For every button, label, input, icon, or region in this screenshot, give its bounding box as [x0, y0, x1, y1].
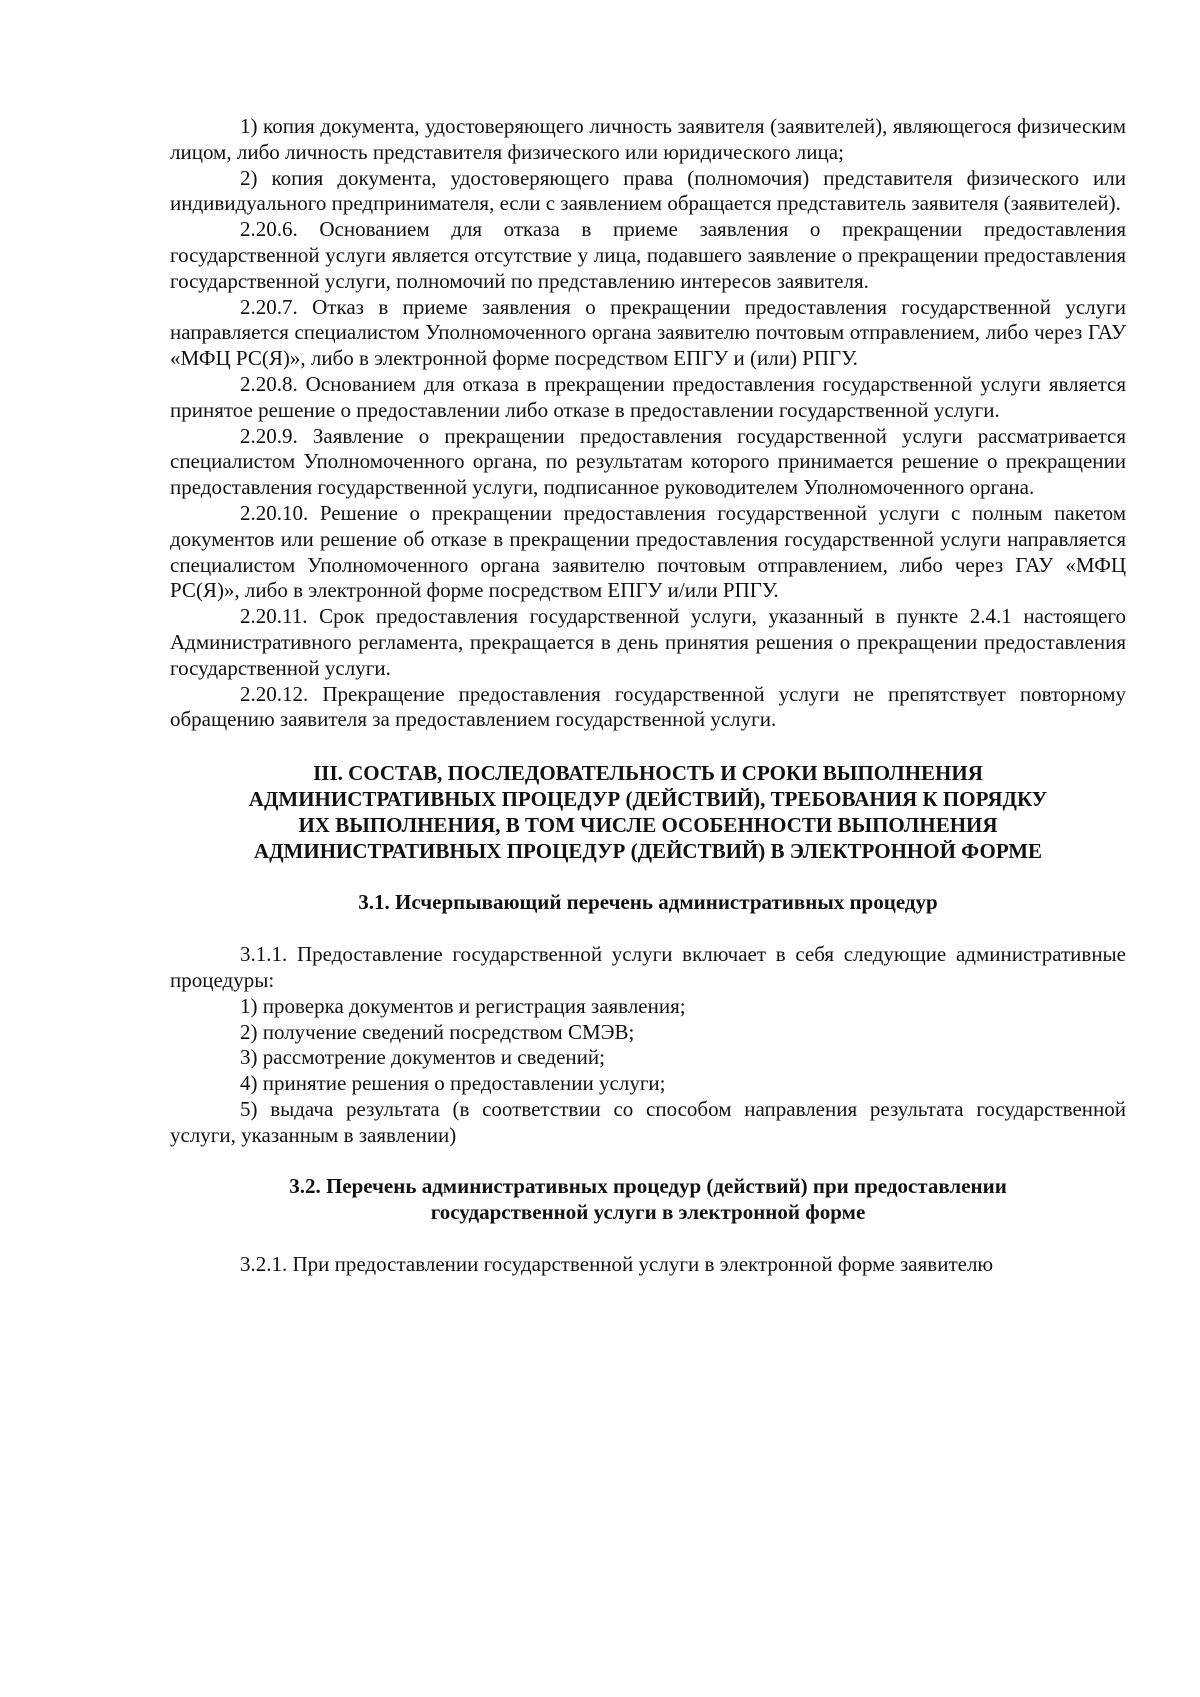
- paragraph-2-20-11: 2.20.11. Срок предоставления государственной услуги, указанный в пункте 2.4.1 настоящего Административного регламента, прекращается в день принятия решения о прекращении предоставления государственной услуги.: [170, 604, 1126, 680]
- list-item-procedure-3: 3) рассмотрение документов и сведений;: [240, 1045, 605, 1070]
- paragraph-2-20-9: 2.20.9. Заявление о прекращении предоставления государственной услуги рассматривается специалистом Уполномоченного органа, по результатам которого принимается решение о прекращении предоставления государственной услуги, подписанное руководителем Уполномоченного органа.: [170, 423, 1126, 500]
- subheading-3-2-line-1: 3.2. Перечень административных процедур (действий) при предоставлении: [289, 1174, 1007, 1199]
- subheading-3-2: [170, 1174, 1126, 1226]
- subheading-3-1: 3.1. Исчерпывающий перечень административных процедур: [358, 890, 938, 915]
- paragraph-2-20-10: 2.20.10. Решение о прекращении предоставления государственной услуги с полным пакетом документов или решение об отказе в прекращении предоставления государственной услуги направляется специалистом Уполномоченного органа заявителю почтовым отправлением, либо через ГАУ «МФЦ РС(Я)», либо в электронной форме посредством ЕПГУ и/или РПГУ.: [170, 500, 1126, 603]
- section-heading-line-2: АДМИНИСТРАТИВНЫХ ПРОЦЕДУР (ДЕЙСТВИЙ), ТРЕБОВАНИЯ К ПОРЯДКУ: [248, 786, 1048, 811]
- list-item-procedure-5: 5) выдача результата (в соответствии со способом направления результата государственной услуги, указанным в заявлении): [170, 1096, 1126, 1147]
- list-item-procedure-2: 2) получение сведений посредством СМЭВ;: [240, 1019, 635, 1044]
- paragraph-3-2-1: 3.2.1. При предоставлении государственной услуги в электронной форме заявителю: [240, 1252, 994, 1277]
- section-heading-line-3: ИХ ВЫПОЛНЕНИЯ, В ТОМ ЧИСЛЕ ОСОБЕННОСТИ ВЫПОЛНЕНИЯ: [298, 812, 998, 837]
- paragraph-2-20-7: 2.20.7. Отказ в приеме заявления о прекращении предоставления государственной услуги направляется специалистом Уполномоченного органа заявителю почтовым отправлением, либо через ГАУ «МФЦ РС(Я)», либо в электронной форме посредством ЕПГУ и (или) РПГУ.: [170, 294, 1126, 371]
- list-item-procedure-1: 1) проверка документов и регистрация заявления;: [240, 993, 686, 1018]
- section-heading-line-1: III. СОСТАВ, ПОСЛЕДОВАТЕЛЬНОСТЬ И СРОКИ ВЫПОЛНЕНИЯ: [313, 761, 983, 786]
- subheading-3-2-line-2: государственной услуги в электронной форме: [430, 1200, 866, 1225]
- section-heading-iii: [170, 761, 1126, 864]
- paragraph-3-1-1: 3.1.1. Предоставление государственной услуги включает в себя следующие административные процедуры:: [170, 942, 1126, 992]
- paragraph-item-2-authority-copy: 2) копия документа, удостоверяющего права (полномочия) представителя физического или индивидуального предпринимателя, если с заявлением обращается представитель заявителя (заявителей).: [170, 165, 1126, 216]
- section-heading-line-4: АДМИНИСТРАТИВНЫХ ПРОЦЕДУР (ДЕЙСТВИЙ) В ЭЛЕКТРОННОЙ ФОРМЕ: [253, 838, 1043, 863]
- paragraph-2-20-12: 2.20.12. Прекращение предоставления государственной услуги не препятствует повторному обращению заявителя за предоставлением государственной услуги.: [170, 681, 1126, 732]
- paragraph-2-20-8: 2.20.8. Основанием для отказа в прекращении предоставления государственной услуги является принятое решение о предоставлении либо отказе в предоставлении государственной услуги.: [170, 371, 1126, 422]
- list-item-procedure-4: 4) принятие решения о предоставлении услуги;: [240, 1071, 666, 1096]
- paragraph-item-1-identity-copy: 1) копия документа, удостоверяющего личность заявителя (заявителей), являющегося физическим лицом, либо личность представителя физического или юридического лица;: [170, 114, 1126, 164]
- paragraph-2-20-6: 2.20.6. Основанием для отказа в приеме заявления о прекращении предоставления государственной услуги является отсутствие у лица, подавшего заявление о прекращении предоставления государственной услуги, полномочий по представлению интересов заявителя.: [170, 217, 1126, 293]
